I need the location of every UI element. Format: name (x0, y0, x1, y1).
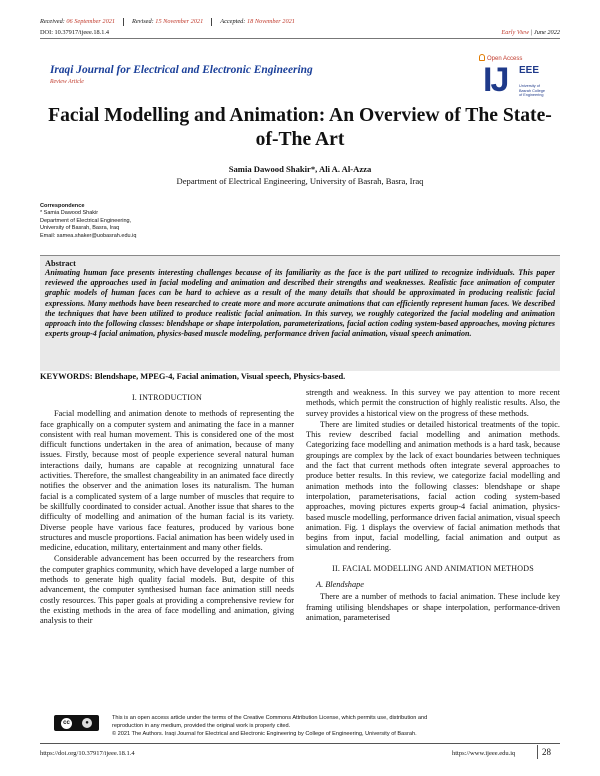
open-access-label: Open Access (487, 56, 523, 62)
keywords: KEYWORDS: Blendshape, MPEG-4, Facial animation, Visual speech, Physics-based. (40, 372, 346, 381)
publication-dates (40, 18, 560, 26)
received-label: Received: (40, 18, 65, 25)
paragraph: There are limited studies or detailed historical treatments of the topic. This review described facial modelling and animation methods. Categorizing face modelling and animation methods is a hard task, because groupings are complex by the lack of exact boundaries between techniques and the fact that current methods often integrate several approaches to produce better results. In this review, we categorize facial modelling and animation methods into the following classes: blendshape or shape interpolation, parameterisations, facial action coding system-based approaches, moving pictures experts group-4 facial animation, physics-based muscle modelling, performance driven facial animation, visual speech animation. Fig. 1 displays the overview of facial animation methods that begins from input, facial modelling, facial animation and output as simulation and rendering. (306, 419, 560, 553)
correspondence-univ: University of Basrah, Basra, Iraq (40, 225, 120, 232)
left-column (40, 388, 294, 628)
paragraph: strength and weakness. In this survey we pay attention to more recent methods, which permit the construction of highly realistic results. Also, the survey provides a historical view on the progress of these methods. (306, 388, 560, 418)
attribution-icon: ● (82, 718, 92, 728)
license-text (112, 714, 560, 738)
logo-ij: IJ (483, 61, 508, 99)
abstract-box (40, 255, 560, 371)
section-heading-introduction: I. INTRODUCTION (131, 393, 203, 402)
authors: Samia Dawood Shakir*, Ali A. Al-Azza (228, 164, 372, 174)
abstract-text: Animating human face presents interesting challenges because of its familiarity as the face is the part utilized to recognize individuals. This paper reviewed the approaches used in facial modeling and animation and described their strengths and weaknesses. Realistic face animation of computer graphic models of human faces can be hard to achieve as a result of the many details that should be approximated in producing realistic facial expressions. Many methods have been researched to create more and more accurate animations that can efficiently represent human faces. We described the techniques that have been utilized to produce realistic facial animation. In this survey, we roughly categorized the facial modeling and animation approach into the following classes: blendshape or shape interpolation, parameterizations, facial action coding system-based approaches, moving pictures experts group-4 facial animation, physics-based muscle modeling, performance driven facial animation, visual speech animation. (45, 268, 555, 339)
paragraph: There are a number of methods to facial animation. These include key framing utilising blendshapes or shape interpolation, performance-driven animation, parameterised (306, 592, 560, 622)
section-heading-methods: II. FACIAL MODELLING AND ANIMATION METHODS (332, 563, 534, 573)
issue-date: | June 2022 (530, 29, 560, 36)
journal-logo (483, 61, 545, 102)
header-doi: DOI: 10.37917/ijeee.18.1.4 (40, 29, 110, 36)
affiliation: Department of Electrical Engineering, University of Basrah, Basra, Iraq (176, 176, 424, 186)
article-title: Facial Modelling and Animation: An Overview of The State-of-The Art (48, 105, 552, 150)
paragraph: Facial modelling and animation denote to methods of representing the face graphically on a computer system and animating the face in a manner consistent with real human movement. This is considered one of the most difficult functions undertaken in the area of animation, because of many issues. Firstly, because most of people experience several natural human interactions daily, humans are capable at recognizing unnatural face activities. Therefore, the smallest changeability in an animated face directly notifies the observer and the animation loses its naturalism. The human facial is a complicated system of a large number of muscles that require to be skillfully coordinated to consider actual. Another issue that shares to the difficulty of modelling and animation of the human facial is its variety. Diverse people have various face features, produced by various bone structures and muscle proportions. Facial animation has been widely used in medicine, education, military, entertainment and many other fields. (40, 409, 294, 553)
received-date: 06 September 2021 (66, 18, 116, 25)
doi-line (40, 29, 560, 39)
paragraph: Considerable advancement has been occurred by the researchers from the computer graphics community, which have developed a large number of methods to generate high quality facial models. But, despite of this advancement, the computer synthesised human face animation still needs costly resources. This paper goals at providing a comprehensive review for the existing methods in the area of face modelling and animation, giving analysis to their (40, 554, 294, 626)
article-type: Review Article (50, 79, 84, 85)
correspondence-dept: Department of Electrical Engineering, (40, 217, 132, 224)
page-number: 28 (537, 745, 551, 759)
footer-divider (40, 743, 560, 744)
copyright-line: © 2021 The Authors. Iraqi Journal for Electrical and Electronic Engineering by College of Engineering, University of Basrah. (112, 731, 417, 737)
early-view: Early View (501, 29, 530, 36)
correspondence-block (40, 203, 340, 240)
creative-commons-badge[interactable] (54, 715, 99, 731)
footer-site-link[interactable]: https://www.ijeee.edu.iq (452, 750, 516, 757)
right-column (306, 388, 560, 624)
correspondence-heading: Correspondence (40, 203, 85, 209)
license-line: This is an open access article under the terms of the Creative Commons Attribution License, which permits use, distribution and (112, 715, 428, 721)
logo-university: University of Basrah College of Engineering (519, 84, 545, 97)
revised-date: 15 November 2021 (155, 18, 204, 25)
accepted-label: Accepted: (220, 18, 246, 25)
abstract-heading: Abstract (45, 259, 76, 268)
subsection-heading-blendshape: A. Blendshape (316, 580, 364, 590)
cc-icon: cc (61, 718, 72, 729)
license-line: reproduction in any medium, provided the original work is properly cited. (112, 723, 291, 729)
revised-label: Revised: (132, 18, 154, 25)
journal-title: Iraqi Journal for Electrical and Electronic Engineering (50, 64, 313, 76)
logo-eee: EEE (519, 65, 540, 76)
correspondence-email[interactable]: Email: samea.shaker@uobasrah.edu.iq (40, 232, 137, 239)
accepted-date: 18 November 2021 (246, 18, 295, 25)
correspondence-name: * Samia Dawood Shakir (40, 210, 99, 217)
footer-doi-link[interactable]: https://doi.org/10.37917/ijeee.18.1.4 (40, 750, 135, 757)
